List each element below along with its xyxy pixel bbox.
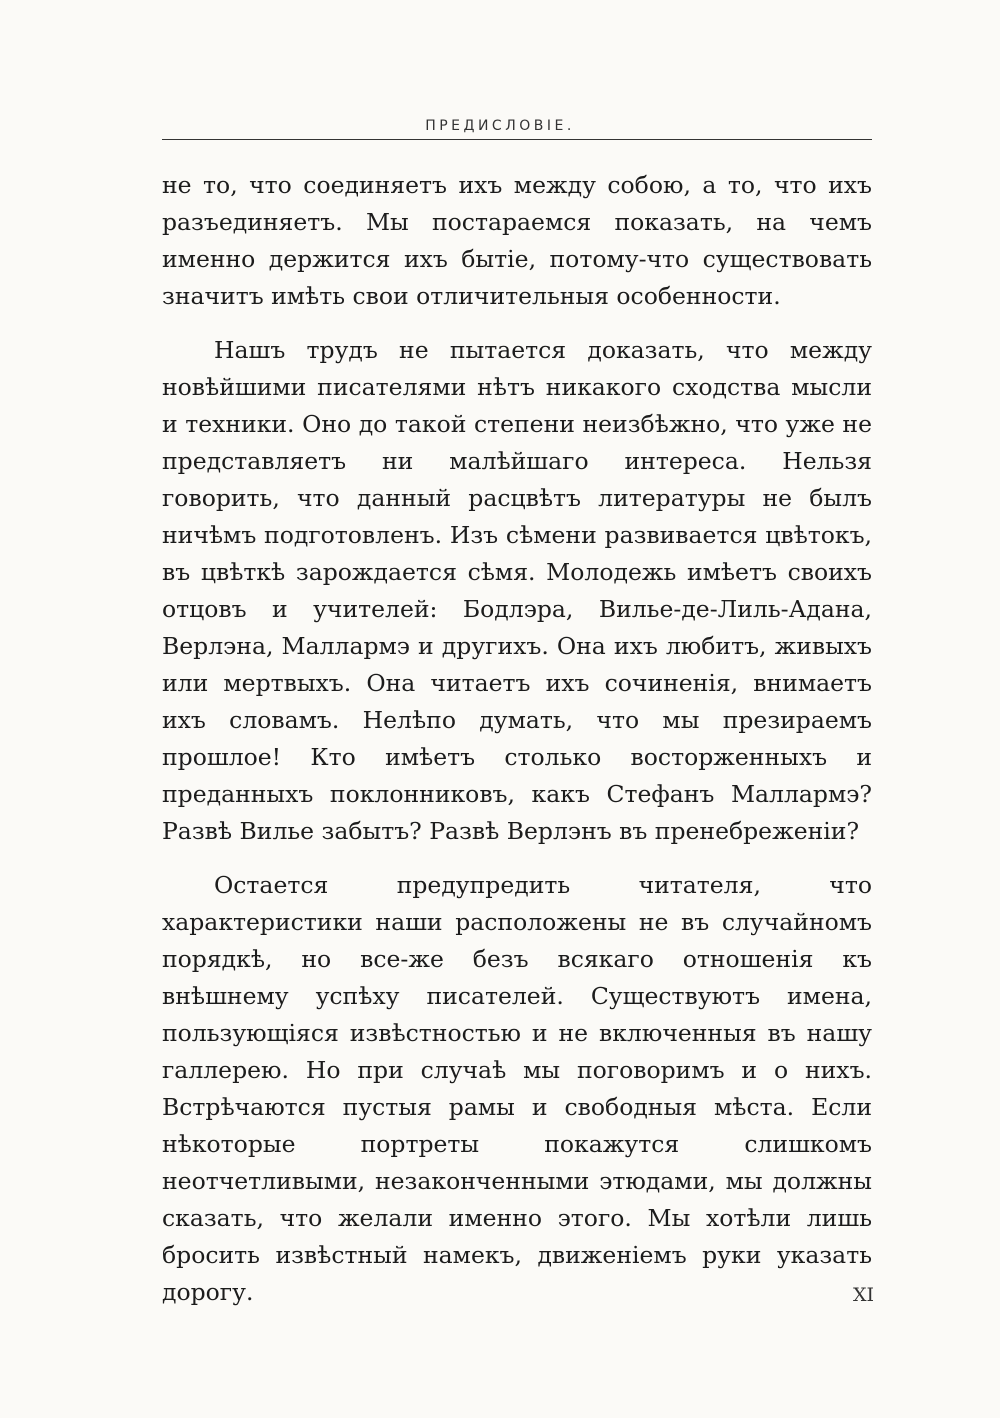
body-text [162,167,872,1328]
running-title: ПРЕДИСЛОВІЕ. [425,118,575,134]
paragraph-continued: не то, что соединяетъ ихъ между собою, а то, что ихъ разъединяетъ. Мы постараемся показать, на чемъ именно держится ихъ бытіе, потому-что существовать значитъ имѣть свои отличительныя особенности. [162,171,872,310]
header-rule [162,139,872,140]
paragraph: Нашъ трудъ не пытается доказать, что между новѣйшими писателями нѣтъ никакого сходства мысли и техники. Оно до такой степени неизбѣжно, что уже не представляетъ ни малѣйшаго интереса. Нельзя говорить, что данный расцвѣтъ литературы не былъ ничѣмъ подготовленъ. Изъ сѣмени развивается цвѣтокъ, въ цвѣткѣ зарождается сѣмя. Молодежь имѣетъ своихъ отцовъ и учителей: Бодлэра, Вилье-де-Лиль-Адана, Верлэна, Маллармэ и другихъ. Она ихъ любитъ, живыхъ или мертвыхъ. Она читаетъ ихъ сочиненія, внимаетъ ихъ словамъ. Нелѣпо думать, что мы презираемъ прошлое! Кто имѣетъ столько восторженныхъ и преданныхъ поклонниковъ, какъ Стефанъ Маллармэ? Развѣ Вилье забытъ? Развѣ Верлэнъ въ пренебреженіи? [162,336,872,845]
paragraph: Остается предупредить читателя, что характеристики наши расположены не въ случайномъ порядкѣ, но все-же безъ всякаго отношенія къ внѣшнему успѣху писателей. Существуютъ имена, пользующіяся извѣстностью и не включенныя въ нашу галлерею. Но при случаѣ мы поговоримъ и о нихъ. Встрѣчаются пустыя рамы и свободныя мѣста. Если нѣкоторые портреты покажутся слишкомъ неотчетливыми, незаконченными этюдами, мы должны сказать, что желали именно этого. Мы хотѣли лишь бросить извѣстный намекъ, движеніемъ руки указать дорогу. [162,871,872,1306]
page-number: XI [852,1284,874,1306]
